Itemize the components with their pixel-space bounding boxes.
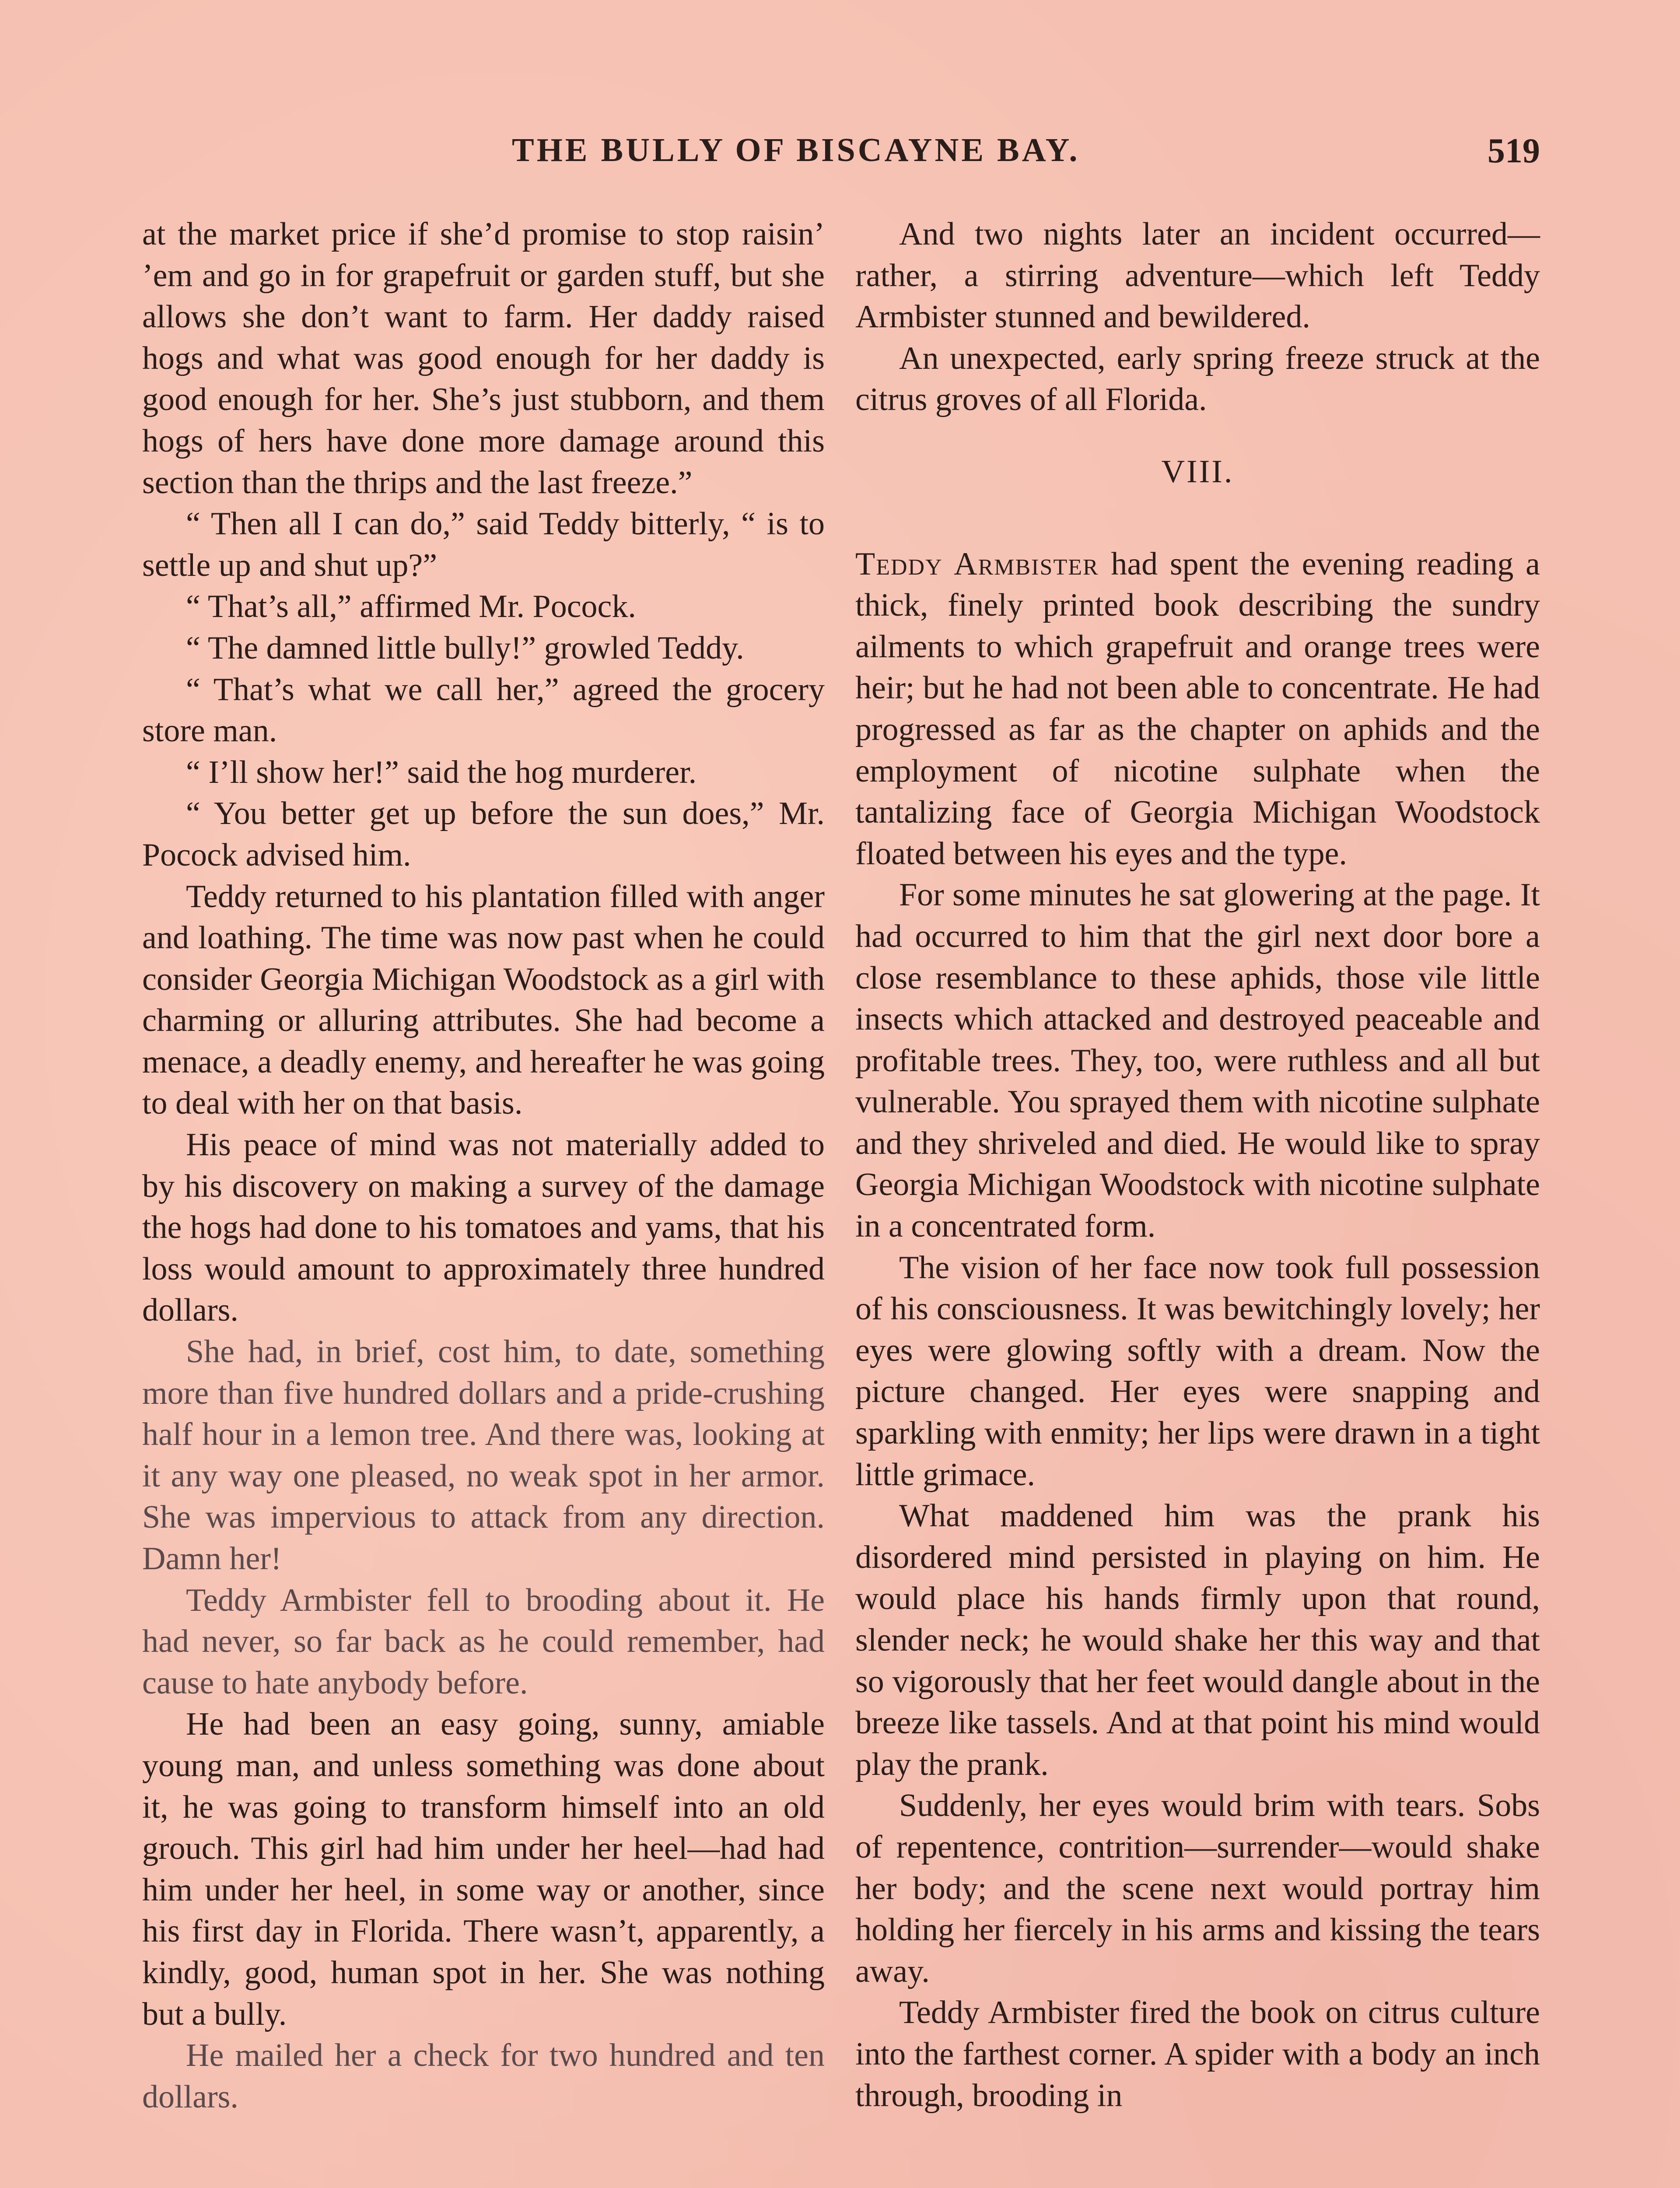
paragraph: He had been an easy going, sunny, amiable young man, and unless something was done about it, he was going to transform himself into an old grouch. This girl had him under her heel—had had him under her heel, in some way or another, since his first day in Florida. There wasn’t, apparently, a kindly, good, human spot in her. She was nothing but a bully. xyxy=(142,1706,825,2032)
paragraph: “ You better get up before the sun does,” Mr. Pocock advised him. xyxy=(142,796,825,873)
right-column xyxy=(855,214,1540,2116)
left-column xyxy=(142,214,825,2118)
section-heading: VIII. xyxy=(1161,453,1234,490)
paragraph: Teddy Armbister fell to brooding about it. He had never, so far back as he could remember, had cause to hate anybody before. xyxy=(142,1582,825,1701)
paragraph: at the market price if she’d promise to stop raisin’ ’em and go in for grapefruit or garden stuff, but she allows she don’t want to farm. Her daddy raised hogs and what was good enough for her daddy is good enough for her. She’s just stubborn, and them hogs of hers have done more damage around this section than the thrips and the last freeze.” xyxy=(142,216,825,501)
paragraph xyxy=(855,543,1540,875)
paragraph: She had, in brief, cost him, to date, something more than five hundred dollars and a pride-crushing half hour in a lemon tree. And there was, looking at it any way one pleased, no weak spot in her armor. She was impervious to attack from any direction. Damn her! xyxy=(142,1334,825,1577)
paragraph: For some minutes he sat glowering at the page. It had occurred to him that the girl next door bore a close resemblance to these aphids, those vile little insects which attacked and destroyed peaceable and profitable trees. They, too, were ruthless and all but vulnerable. You sprayed them with nicotine sulphate and they shriveled and died. He would like to spray Georgia Michigan Woodstock with nicotine sulphate in a concentrated form. xyxy=(855,877,1540,1245)
paragraph: “ I’ll show her!” said the hog murderer. xyxy=(186,754,697,790)
paragraph: “ Then all I can do,” said Teddy bitterly, “ is to settle up and shut up?” xyxy=(142,506,825,583)
page-header xyxy=(144,131,1540,179)
paragraph: What maddened him was the prank his disordered mind persisted in playing on him. He would place his hands firmly upon that round, slender neck; he would shake her this way and that so vigorously that her feet would dangle about in the breeze like tassels. And at that point his mind would play the prank. xyxy=(855,1498,1540,1782)
paragraph: An unexpected, early spring freeze struck at the citrus groves of all Florida. xyxy=(855,340,1540,418)
paragraph: His peace of mind was not materially added to by his discovery on making a survey of the damage the hogs had done to his tomatoes and yams, that his loss would amount to approximately three hundred dollars. xyxy=(142,1127,825,1329)
paragraph-lead-smallcaps: Teddy Armbister xyxy=(855,546,1099,582)
paragraph: “ That’s all,” affirmed Mr. Pocock. xyxy=(186,589,636,625)
paragraph: And two nights later an incident occurred—rather, a stirring adventure—which left Teddy Armbister stunned and bewildered. xyxy=(855,216,1540,335)
paragraph: The vision of her face now took full possession of his consciousness. It was bewitchingly lovely; her eyes were glowing softly with a dream. Now the picture changed. Her eyes were snapping and sparkling with enmity; her lips were drawn in a tight little grimace. xyxy=(855,1249,1540,1493)
running-title: THE BULLY OF BISCAYNE BAY. xyxy=(512,132,1080,168)
paragraph: Teddy returned to his plantation filled with anger and loathing. The time was now past when he could consider Georgia Michigan Woodstock as a girl with charming or alluring attributes. She had become a menace, a deadly enemy, and hereafter he was going to deal with her on that basis. xyxy=(142,878,825,1122)
paragraph: Suddenly, her eyes would brim with tears. Sobs of repentence, contrition—surrender—would shake her body; and the scene next would portray him holding her fiercely in his arms and kissing the tears away. xyxy=(855,1788,1540,1989)
paragraph: “ That’s what we call her,” agreed the grocery store man. xyxy=(142,671,825,749)
paragraph: “ The damned little bully!” growled Teddy. xyxy=(186,630,744,666)
paragraph-rest: had spent the evening reading a thick, finely printed book describing the sundry ailments to which grapefruit and orange trees were heir; but he had not been able to concentrate. He had progressed as far as the chapter on aphids and the employment of nicotine sulphate when the tantalizing face of Georgia Michigan Woodstock floated between his eyes and the type. xyxy=(855,546,1540,872)
paragraph: Teddy Armbister fired the book on citrus culture into the farthest corner. A spider with a body an inch through, brooding in xyxy=(855,1995,1540,2114)
paragraph: He mailed her a check for two hundred and ten dollars. xyxy=(142,2037,825,2115)
page-number: 519 xyxy=(1488,132,1540,170)
